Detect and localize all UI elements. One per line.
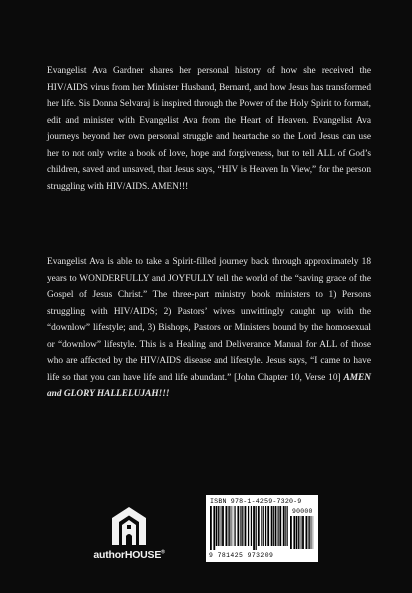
paragraph-2-body: Evangelist Ava is able to take a Spirit-filled journey back through approximately 18 years to WONDERFULLY and JOYFULLY tell the world of the “saving grace of the Gospel of Jesus Christ.” The three-part ministry book ministers to 1) Persons struggling with HIV/AIDS; 2) Pastors’ wives unwittingly caught up with the “downlow” lifestyle; and, 3) Bishops, Pastors or Ministers bound by the homosexual or “downlow” lifestyle. This is a Healing and Deliverance Manual for ALL of those who are affected by the HIV/AIDS disease and lifestyle. Jesus says, “I came to have life so that you can have life and life abundant.” [John Chapter 10, Verse 10]	[47, 257, 371, 383]
description-paragraph-2	[47, 254, 371, 403]
barcode-bar	[275, 506, 276, 546]
barcode-bar	[258, 506, 260, 546]
barcode-bar	[293, 516, 295, 549]
barcode-bar	[287, 506, 288, 546]
publisher-name: authorHOUSE®	[93, 549, 165, 561]
barcode-bar	[301, 516, 302, 549]
barcode-bar	[210, 506, 212, 550]
barcode-bar	[273, 506, 274, 546]
barcode-bar	[234, 506, 235, 546]
barcode-bar	[312, 516, 313, 549]
addon-barcode-bars	[290, 516, 314, 552]
barcode-bar	[220, 506, 221, 546]
barcode-bar	[213, 506, 215, 550]
barcode-bar	[285, 506, 286, 546]
barcode-bar	[290, 516, 292, 549]
isbn-text: ISBN 978-1-4259-7320-9	[210, 498, 302, 505]
barcode-bar	[221, 506, 222, 546]
barcode-bar	[228, 506, 229, 546]
description-paragraph-1: Evangelist Ava Gardner shares her personal history of how she received the HIV/AIDS virus from her Minister Husband, Bernard, and how Jesus has transformed her life. Sis Donna Selvaraj is inspired through the Power of the Holy Spirit to format, edit and minister with Evangelist Ava from the Heart of Heaven. Evangelist Ava journeys beyond her own personal struggle and heartache so the Lord Jesus can use her to not only write a book of love, hope and forgiveness, but to tell ALL of God’s children, saved and unsaved, that Jesus says, “HIV is Heaven In View,” for the person struggling with HIV/AIDS. AMEN!!!	[47, 66, 371, 192]
barcode-bar	[309, 516, 310, 549]
barcode-bar	[248, 506, 249, 546]
barcode-bar	[265, 506, 266, 546]
barcode-bar	[300, 516, 301, 549]
barcode-bar	[271, 506, 273, 546]
barcode-bar	[306, 516, 308, 549]
barcode-bar	[298, 516, 299, 549]
barcode-bar	[278, 506, 279, 546]
publisher-logo	[93, 505, 165, 567]
barcode-bar	[263, 506, 264, 546]
ean-digits: 9 781425 973209	[209, 552, 274, 559]
barcode-bar	[256, 506, 257, 550]
barcode-bar	[218, 506, 219, 546]
isbn-barcode	[206, 495, 318, 562]
barcode-bar	[277, 506, 278, 546]
barcode-bar	[216, 506, 217, 546]
barcode-bar	[261, 506, 262, 546]
barcode-bar	[235, 506, 236, 546]
barcode-bar	[296, 516, 297, 549]
closing-emphasis: AMEN and GLORY HALLELUJAH!!!	[47, 372, 371, 399]
barcode-bar	[302, 516, 304, 549]
barcode-bar	[267, 506, 269, 546]
barcode-bar	[229, 506, 230, 546]
barcode-bar	[279, 506, 281, 546]
authorhouse-house-icon	[109, 505, 149, 549]
barcode-bar	[251, 506, 252, 546]
barcode-bar	[253, 506, 255, 550]
price-code: 90000	[292, 508, 313, 515]
barcode-bar	[222, 506, 224, 546]
ean-barcode-bars	[210, 506, 288, 552]
barcode-bar	[245, 506, 247, 546]
barcode-bar	[226, 506, 228, 546]
barcode-bar	[237, 506, 239, 546]
barcode-bar	[308, 516, 309, 549]
barcode-bar	[240, 506, 241, 546]
barcode-bar	[232, 506, 233, 546]
barcode-bar	[242, 506, 243, 546]
barcode-bar	[283, 506, 285, 546]
